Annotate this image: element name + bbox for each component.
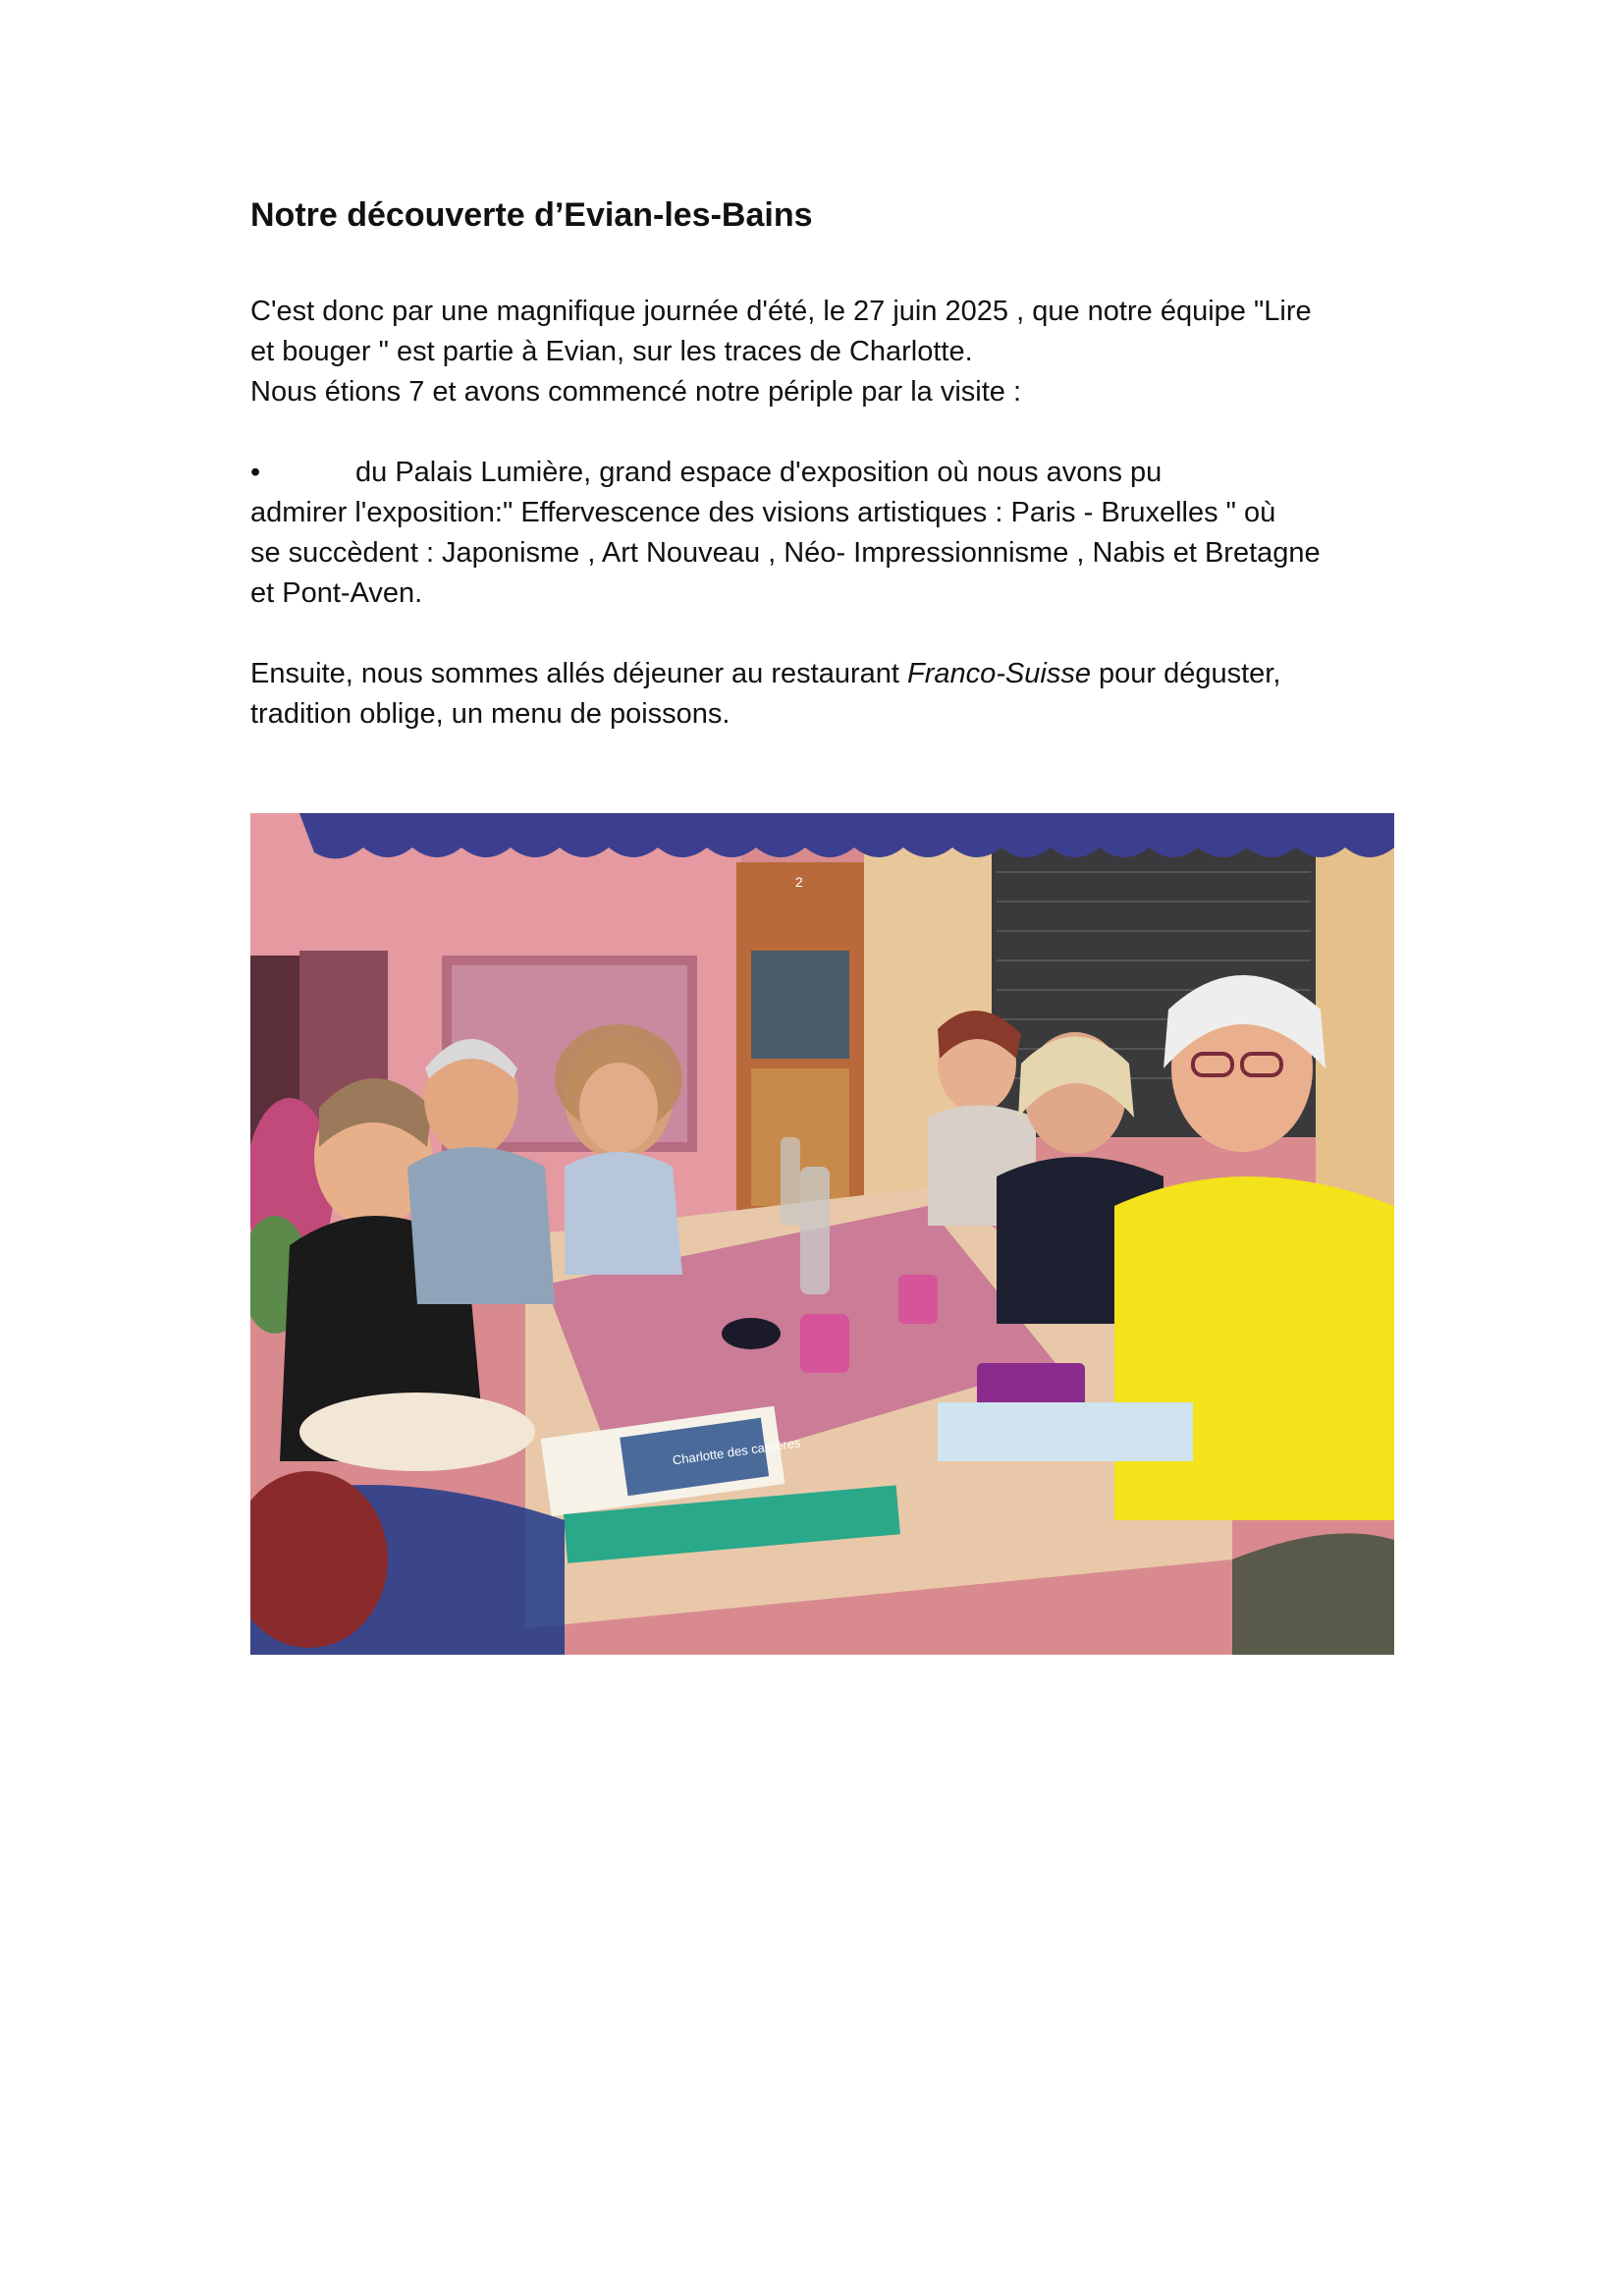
lunch-text-after: pour déguster, [1090,658,1281,689]
book-title: Charlotte des carrières [671,1435,802,1468]
document-body [250,194,1399,735]
bullet-icon: • [250,457,261,488]
bullet-list-item [250,453,1399,614]
bullet-text-1: du Palais Lumière, grand espace d'exposition où nous avons pu [355,457,1163,488]
bullet-line-4: et Pont-Aven. [250,577,423,609]
door-number: 2 [795,874,803,890]
intro-line-2: et bouger " est partie à Evian, sur les traces de Charlotte. [250,336,973,367]
lunch-text-before: Ensuite, nous sommes allés déjeuner au restaurant [250,658,907,689]
restaurant-name: Franco-Suisse [906,658,1091,689]
intro-line-3: Nous étions 7 et avons commencé notre périple par la visite : [250,376,1022,408]
intro-line-1: C'est donc par une magnifique journée d'été, le 27 juin 2025 , que notre équipe "Lire [250,296,1312,327]
group-photo [250,813,1394,1655]
bullet-line-2: admirer l'exposition:" Effervescence des visions artistiques : Paris - Bruxelles " où [250,497,1276,528]
lunch-paragraph [250,654,1399,735]
intro-paragraph [250,292,1399,412]
lunch-line-2: tradition oblige, un menu de poissons. [250,698,730,730]
photo-illustration [250,813,1394,1655]
bullet-line-3: se succèdent : Japonisme , Art Nouveau , Néo- Impressionnisme , Nabis et Bretagne [250,537,1321,569]
page-title: Notre découverte d’Evian-les-Bains [250,196,813,234]
lunch-line-1 [250,654,1399,694]
bullet-line-1 [250,453,1399,493]
